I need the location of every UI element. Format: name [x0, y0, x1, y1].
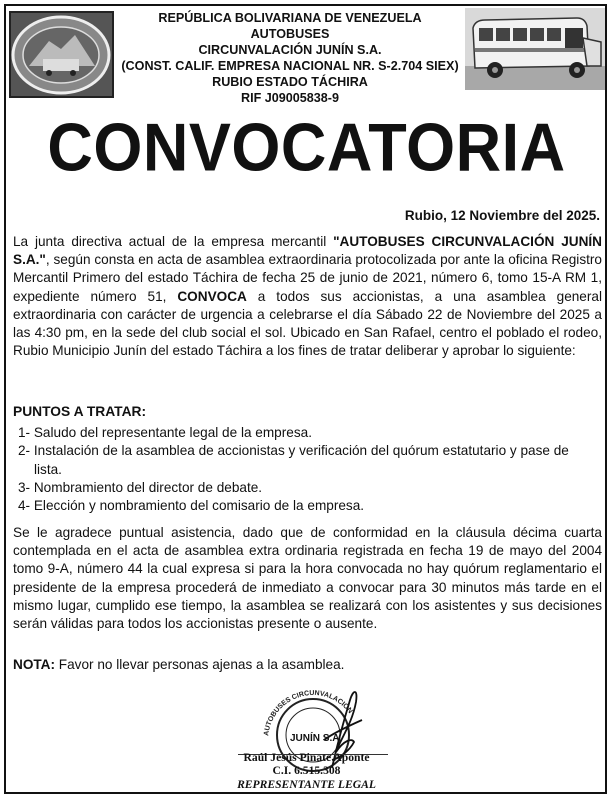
- header-registration: (CONST. CALIF. EMPRESA NACIONAL NR. S-2.704 SIEX): [121, 59, 459, 74]
- agenda-item: 2- Instalación de la asamblea de accionistas y verificación del quórum estatutario y pase de lista.: [18, 443, 569, 477]
- header-rif: RIF J09005838-9: [240, 91, 340, 106]
- company-name: "AUTOBUSES CIRCUNVALACIÓN JUNÍN S.A.": [13, 234, 602, 268]
- note: [13, 657, 344, 672]
- company-logo: [9, 11, 114, 98]
- stamp-center-text: JUNÍN S.A.: [290, 733, 343, 744]
- intro-text-a: La junta directiva actual de la empresa mercantil: [13, 234, 334, 249]
- note-text: Favor no llevar personas ajenas a la asamblea.: [55, 657, 345, 672]
- bus-photo: [465, 8, 605, 90]
- convoca-verb: CONVOCA: [177, 288, 247, 304]
- agenda-item: 1- Saludo del representante legal de la empresa.: [18, 425, 312, 440]
- signatory-block: [200, 751, 413, 791]
- header-line-2: AUTOBUSES: [250, 27, 330, 42]
- signatory-name: Raúl Jesús Pinate Aponte: [243, 751, 370, 764]
- note-label: NOTA:: [13, 657, 56, 672]
- document-date: Rubio, 12 Noviembre del 2025.: [404, 208, 600, 223]
- header-country: REPÚBLICA BOLIVARIANA DE VENEZUELA: [158, 11, 422, 25]
- intro-paragraph: [13, 233, 602, 360]
- closing-paragraph: Se le agradece puntual asistencia, dado que de conformidad en la cláusula décima cuarta contemplada en el acta de asamblea extra ordinaria registrada en fecha 19 de mayo del 2004 tomo 9-A, número 44 la cual expresa si para la hora convocada no hay quórum reglamentario el presidente de la empresa procederá de inmediato a convocar para 30 minutos más tarde en el mismo lugar, cumplido ese tiempo, la asamblea se realizará con los asistentes y sus decisiones serán válidas para todos los accionistas presente o ausente.: [13, 525, 602, 632]
- letterhead: [120, 10, 460, 107]
- agenda-item: 4- Elección y nombramiento del comisario de la empresa.: [18, 498, 365, 514]
- page-title: CONVOCATORIA: [47, 110, 566, 186]
- intro-text-b: , según consta en acta de asamblea extraordinaria protocolizada por ante la oficina Registro Mercantil Primero del estado Táchira de fecha 25 de junio de 2021, número 6, tomo 15-A RM 1, expediente número 51,: [13, 252, 602, 304]
- agenda-title: PUNTOS A TRATAR:: [13, 404, 147, 419]
- signatory-id: C.I. 6.515.308: [272, 764, 341, 778]
- agenda-list: [18, 424, 578, 515]
- agenda-item: 3- Nombramiento del director de debate.: [18, 479, 263, 495]
- signatory-role: REPRESENTANTE LEGAL: [237, 777, 376, 791]
- intro-text-c: a todos sus accionistas, a una asamblea general extraordinaria con carácter de urgencia a celebrarse el día Sábado 22 de Noviembre del 2025 a las 4:30 pm, en la sede del club social el sol. Ubicado en San Rafael, centro el poblado el rodeo, Rubio Municipio Junín del estado Táchira a los fines de tratar deliberar y aprobar lo siguiente:: [13, 288, 602, 359]
- header-company: CIRCUNVALACIÓN JUNÍN S.A.: [198, 43, 382, 58]
- header-location: RUBIO ESTADO TÁCHIRA: [212, 75, 368, 90]
- stamp-ring-text: AUTOBUSES CIRCUNVALACIÓN: [263, 689, 354, 737]
